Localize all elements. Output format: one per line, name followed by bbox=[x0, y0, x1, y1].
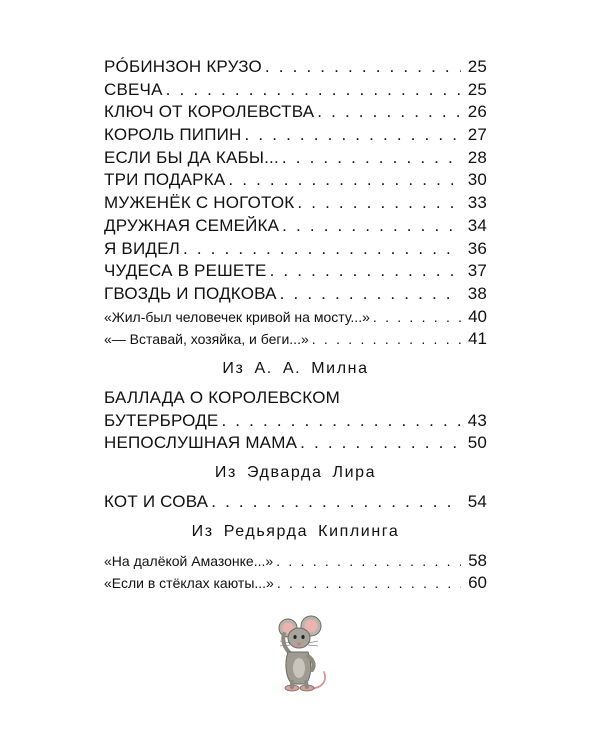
section-heading: Из Эдварда Лира bbox=[214, 464, 377, 481]
leader-dots bbox=[312, 328, 461, 351]
toc-entry-page: 25 bbox=[467, 57, 487, 76]
toc-entry-title: ДРУЖНАЯ СЕМЕЙКА bbox=[104, 215, 280, 235]
toc-entry[interactable] bbox=[104, 192, 487, 215]
toc-entry-page: 38 bbox=[467, 283, 487, 303]
leader-dots bbox=[228, 169, 461, 192]
toc-entry-title: НЕПОСЛУШНАЯ МАМА bbox=[104, 433, 298, 453]
toc-section-main bbox=[104, 56, 487, 351]
table-of-contents bbox=[104, 56, 487, 595]
toc-entry-title: «Жил-был человечек кривой на мосту...» bbox=[104, 308, 370, 325]
toc-entry-page: 50 bbox=[467, 433, 487, 453]
leader-dots bbox=[300, 432, 461, 455]
leader-dots bbox=[211, 491, 461, 514]
toc-entry-page: 25 bbox=[467, 79, 487, 99]
toc-entry-title: МУЖЕНЁК С НОГОТОК bbox=[104, 193, 295, 213]
toc-entry[interactable] bbox=[104, 306, 487, 329]
toc-entry-page: 41 bbox=[468, 329, 487, 349]
leader-dots bbox=[166, 79, 461, 102]
toc-entry-page: 28 bbox=[467, 147, 487, 167]
toc-entry-page: 27 bbox=[467, 125, 487, 145]
toc-entry-title: КОРОЛЬ ПИПИН bbox=[104, 125, 242, 145]
toc-entry[interactable] bbox=[104, 572, 487, 595]
toc-entry[interactable] bbox=[104, 101, 487, 124]
toc-entry[interactable] bbox=[104, 491, 487, 514]
toc-entry-page: 40 bbox=[468, 306, 487, 326]
toc-entry-page: 58 bbox=[468, 550, 487, 570]
leader-dots bbox=[276, 550, 461, 573]
toc-entry-page: 54 bbox=[467, 492, 487, 511]
leader-dots bbox=[282, 147, 461, 170]
section-heading: Из Редьярда Киплинга bbox=[191, 522, 400, 540]
toc-entry[interactable] bbox=[104, 79, 487, 102]
toc-section-lear bbox=[104, 459, 487, 514]
toc-entry-title: КОТ И СОВА bbox=[104, 492, 209, 511]
toc-entry[interactable] bbox=[104, 238, 487, 261]
toc-section-milne bbox=[104, 355, 487, 455]
leader-dots bbox=[373, 306, 461, 329]
leader-dots bbox=[277, 572, 461, 595]
leader-dots bbox=[183, 238, 461, 261]
toc-entry[interactable] bbox=[104, 283, 487, 306]
toc-entry[interactable] bbox=[104, 410, 487, 433]
toc-entry-page: 60 bbox=[468, 573, 487, 593]
toc-entry-page: 43 bbox=[467, 410, 487, 430]
toc-entry[interactable] bbox=[104, 124, 487, 147]
toc-entry-title: «На далёкой Амазонке...» bbox=[104, 552, 274, 569]
toc-entry[interactable] bbox=[104, 147, 487, 170]
leader-dots bbox=[297, 192, 461, 215]
toc-entry-page: 26 bbox=[467, 102, 487, 122]
toc-entry-title: ТРИ ПОДАРКА bbox=[104, 170, 226, 190]
leader-dots bbox=[280, 283, 461, 306]
toc-entry-title: «— Вставай, хозяйка, и беги...» bbox=[104, 331, 309, 348]
toc-entry[interactable] bbox=[104, 550, 487, 573]
toc-section-kipling bbox=[104, 518, 487, 595]
toc-entry[interactable] bbox=[104, 169, 487, 192]
toc-entry[interactable] bbox=[104, 215, 487, 238]
leader-dots bbox=[221, 410, 461, 433]
toc-entry-line1[interactable] bbox=[104, 387, 487, 410]
toc-entry-page: 36 bbox=[467, 238, 487, 258]
toc-entry-page: 37 bbox=[467, 261, 487, 281]
toc-entry-page: 30 bbox=[467, 170, 487, 190]
toc-entry-title: РÓБИНЗОН КРУЗО bbox=[104, 57, 262, 76]
toc-entry-title: Я ВИДЕЛ bbox=[104, 238, 180, 258]
toc-entry[interactable] bbox=[104, 56, 487, 79]
toc-entry-title: ЧУДЕСА В РЕШЕТЕ bbox=[104, 261, 267, 281]
leader-dots bbox=[317, 101, 461, 124]
toc-entry-title: ГВОЗДЬ И ПОДКОВА bbox=[104, 283, 277, 303]
toc-entry-page: 34 bbox=[467, 215, 487, 235]
leader-dots bbox=[265, 56, 461, 79]
mouse-illustration-icon bbox=[268, 612, 332, 698]
toc-entry[interactable] bbox=[104, 432, 487, 455]
leader-dots bbox=[245, 124, 461, 147]
toc-entry[interactable] bbox=[104, 328, 487, 351]
leader-dots bbox=[270, 260, 461, 283]
toc-entry-page: 33 bbox=[467, 193, 487, 213]
toc-entry-title: ЕСЛИ БЫ ДА КАБЫ... bbox=[104, 147, 279, 167]
toc-entry-title: СВЕЧА bbox=[104, 79, 163, 99]
toc-entry-title: КЛЮЧ ОТ КОРОЛЕВСТВА bbox=[104, 102, 315, 122]
toc-entry[interactable] bbox=[104, 260, 487, 283]
leader-dots bbox=[282, 215, 461, 238]
toc-entry-title: БУТЕРБРОДЕ bbox=[104, 410, 219, 430]
toc-entry-title: «Если в стёклах каюты...» bbox=[104, 575, 274, 592]
toc-entry-title-line1: БАЛЛАДА О КОРОЛЕВСКОМ bbox=[104, 387, 341, 407]
section-heading: Из А. А. Милна bbox=[222, 359, 369, 377]
